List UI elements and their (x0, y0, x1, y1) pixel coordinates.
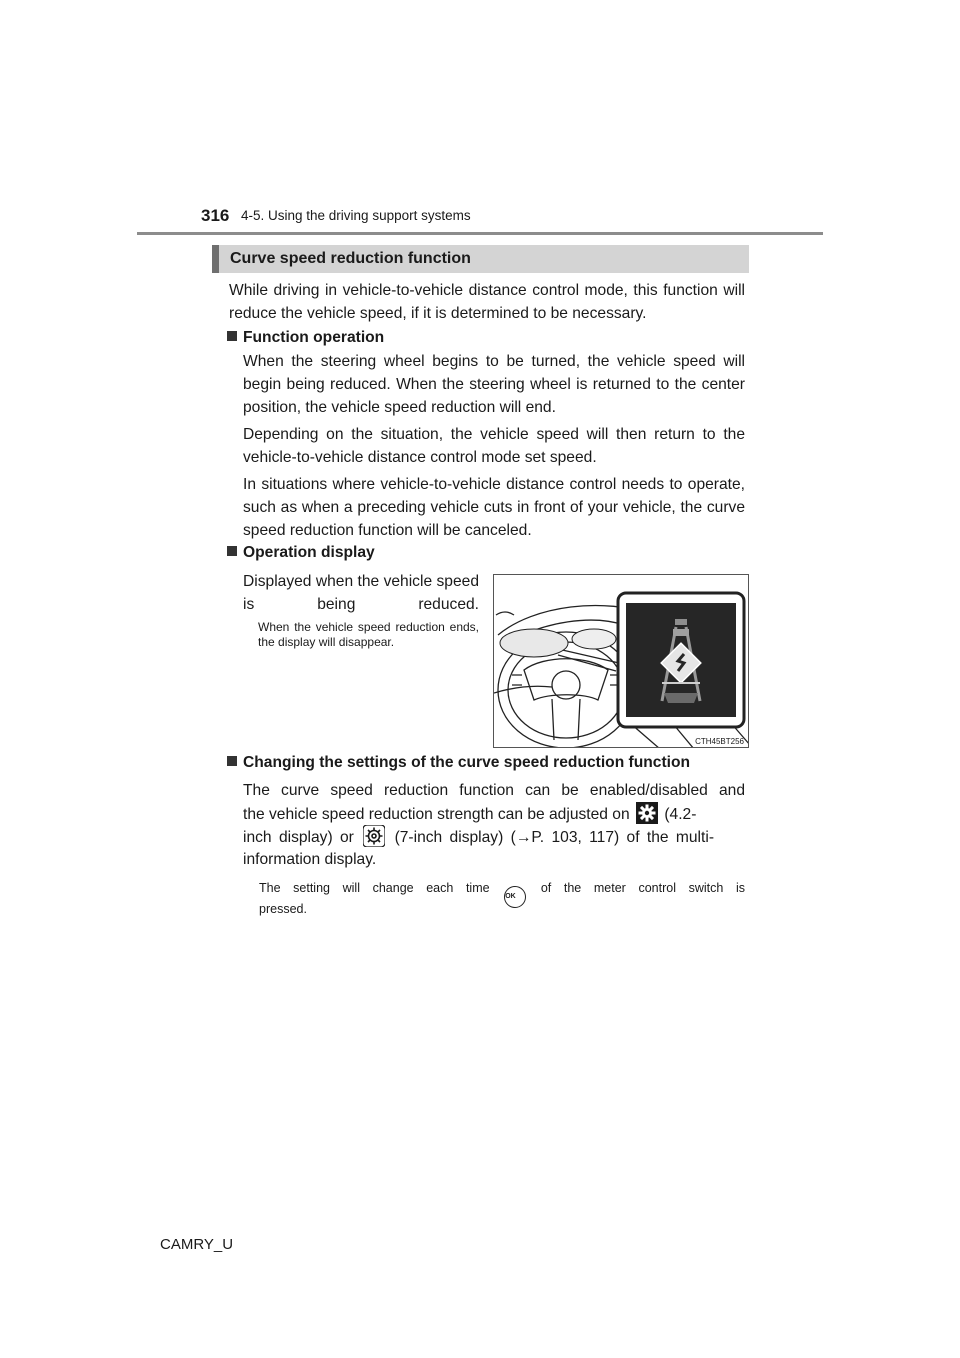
settings-line-1: The curve speed reduction function can be enabled/disabled and (243, 782, 745, 799)
chapter-title: 4-5. Using the driving support systems (241, 208, 471, 223)
settings-line-4: information display. (243, 851, 377, 868)
section-heading-bar (212, 245, 749, 273)
operation-display-note: When the vehicle speed reduction ends, the display will disappear. (258, 620, 479, 649)
section-title: Curve speed reduction function (230, 250, 471, 267)
figure-code: CTH45BT256 (695, 737, 744, 746)
header-rule (137, 232, 823, 235)
settings-line-2-end: (4.2- (664, 806, 697, 823)
settings-line-2 (243, 802, 745, 826)
operation-display-heading (227, 542, 375, 564)
settings-line-3-text: inch display) or (243, 829, 354, 846)
settings-note-line-2: pressed. (259, 902, 307, 916)
section-intro: While driving in vehicle-to-vehicle distance control mode, this function will reduce the vehicle speed, if it is determined to be necessary. (229, 282, 745, 322)
gear-icon-7inch (363, 825, 385, 847)
function-operation-p3: In situations where vehicle-to-vehicle distance control needs to operate, such as when a preceding vehicle cuts in front of your vehicle, the curve speed reduction function will be canceled. (243, 476, 745, 539)
settings-note-line-1 (259, 877, 745, 908)
footer-model-code: CAMRY_U (160, 1236, 234, 1253)
square-bullet-icon (227, 546, 237, 556)
settings-line-3-mid: (7-inch display) ( (394, 829, 516, 846)
function-operation-p2: Depending on the situation, the vehicle speed will then return to the vehicle-to-vehicle distance control mode set speed. (243, 426, 745, 466)
settings-heading-text: Changing the settings of the curve speed reduction function (243, 754, 691, 771)
operation-display-figure (493, 574, 749, 748)
settings-line-2-text: the vehicle speed reduction strength can be adjusted on (243, 806, 630, 823)
settings-heading (227, 752, 690, 774)
settings-line-3 (243, 825, 745, 849)
arrow-icon: → (515, 829, 532, 846)
function-operation-heading (227, 327, 384, 349)
function-operation-heading-text: Function operation (243, 329, 385, 346)
operation-display-heading-text: Operation display (243, 544, 375, 561)
ok-button-icon: OK (504, 886, 526, 908)
function-operation-p1: When the steering wheel begins to be turned, the vehicle speed will begin being reduced. When the steering wheel is returned to the center position, the vehicle speed reduction will end. (243, 353, 745, 416)
square-bullet-icon (227, 756, 237, 766)
square-bullet-icon (227, 331, 237, 341)
settings-line-3-end: P. 103, 117) of the multi- (531, 829, 715, 846)
dashboard-illustration (494, 575, 749, 748)
gear-icon-4inch (636, 802, 658, 824)
operation-display-text: Displayed when the vehicle speed is being reduced. (243, 573, 479, 613)
settings-note-text-a: The setting will change each time (259, 881, 490, 895)
settings-note-text-b: of the meter control switch is (540, 881, 745, 895)
page-number: 316 (201, 206, 230, 225)
